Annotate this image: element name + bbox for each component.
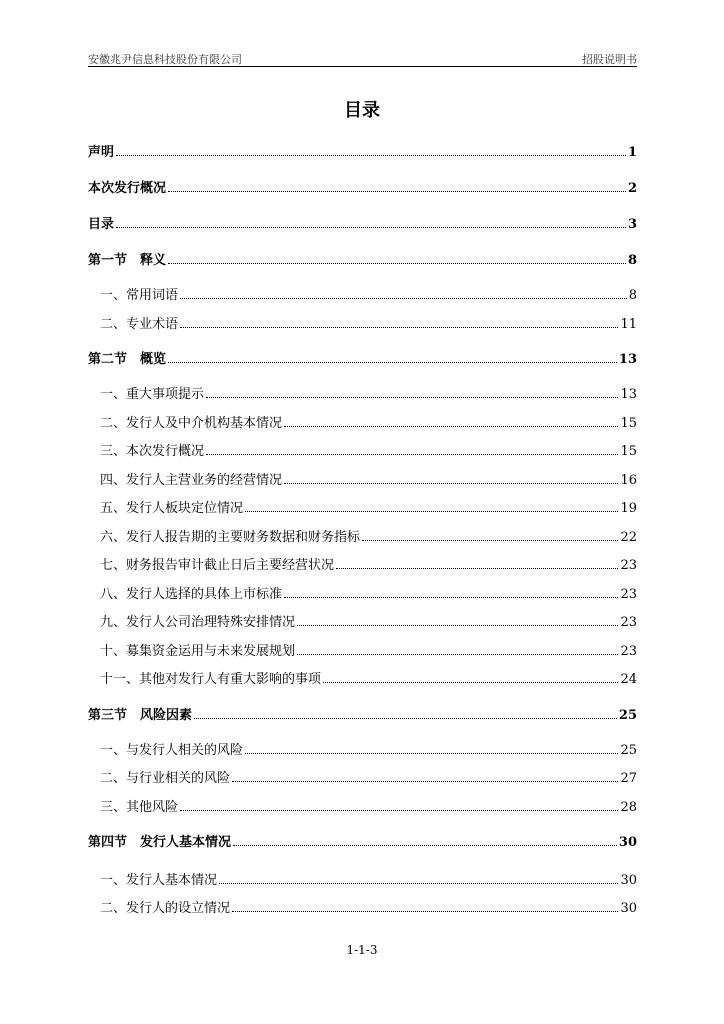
toc-entry-2-11[interactable]: 十一、其他对发行人有重大影响的事项 24 xyxy=(100,672,637,687)
document-type: 招股说明书 xyxy=(582,53,637,66)
toc-entry-2-6[interactable]: 六、发行人报告期的主要财务数据和财务指标 22 xyxy=(100,530,637,545)
toc-entry-4-1[interactable]: 一、发行人基本情况 30 xyxy=(100,873,637,888)
toc-entry-3-1[interactable]: 一、与发行人相关的风险 25 xyxy=(100,743,637,758)
toc-entry-2-2[interactable]: 二、发行人及中介机构基本情况 15 xyxy=(100,416,637,431)
toc-entry-2-10[interactable]: 十、募集资金运用与未来发展规划 23 xyxy=(100,644,637,659)
toc-entry-section-1[interactable]: 第一节 释义 8 xyxy=(88,253,637,268)
toc-entry-statement[interactable]: 声明 1 xyxy=(88,145,637,160)
toc-entry-2-7[interactable]: 七、财务报告审计截止日后主要经营状况 23 xyxy=(100,558,637,573)
toc-entry-2-3[interactable]: 三、本次发行概况 15 xyxy=(100,444,637,459)
page-title: 目录 xyxy=(344,100,380,121)
toc-entry-2-8[interactable]: 八、发行人选择的具体上市标准 23 xyxy=(100,587,637,602)
toc-entry-section-4[interactable]: 第四节 发行人基本情况 30 xyxy=(88,835,637,850)
toc-entry-3-2[interactable]: 二、与行业相关的风险 27 xyxy=(100,771,637,786)
toc-entry-section-2[interactable]: 第二节 概览 13 xyxy=(88,352,637,367)
toc-entry-offering-overview[interactable]: 本次发行概况 2 xyxy=(88,181,637,196)
toc-entry-section-3[interactable]: 第三节 风险因素 25 xyxy=(88,708,637,723)
toc-entry-2-1[interactable]: 一、重大事项提示 13 xyxy=(100,387,637,402)
company-name: 安徽兆尹信息科技股份有限公司 xyxy=(88,53,242,66)
toc-entry-2-5[interactable]: 五、发行人板块定位情况 19 xyxy=(100,501,637,516)
page-header xyxy=(88,48,637,67)
toc-entry-3-3[interactable]: 三、其他风险 28 xyxy=(100,800,637,815)
toc-entry-1-1[interactable]: 一、常用词语 8 xyxy=(100,288,637,303)
toc-entry-2-9[interactable]: 九、发行人公司治理特殊安排情况 23 xyxy=(100,615,637,630)
page-number: 1-1-3 xyxy=(346,943,378,957)
toc-entry-contents[interactable]: 目录 3 xyxy=(88,217,637,232)
toc-entry-2-4[interactable]: 四、发行人主营业务的经营情况 16 xyxy=(100,473,637,488)
toc-entry-4-2[interactable]: 二、发行人的设立情况 30 xyxy=(100,901,637,916)
toc-entry-1-2[interactable]: 二、专业术语 11 xyxy=(100,317,637,332)
